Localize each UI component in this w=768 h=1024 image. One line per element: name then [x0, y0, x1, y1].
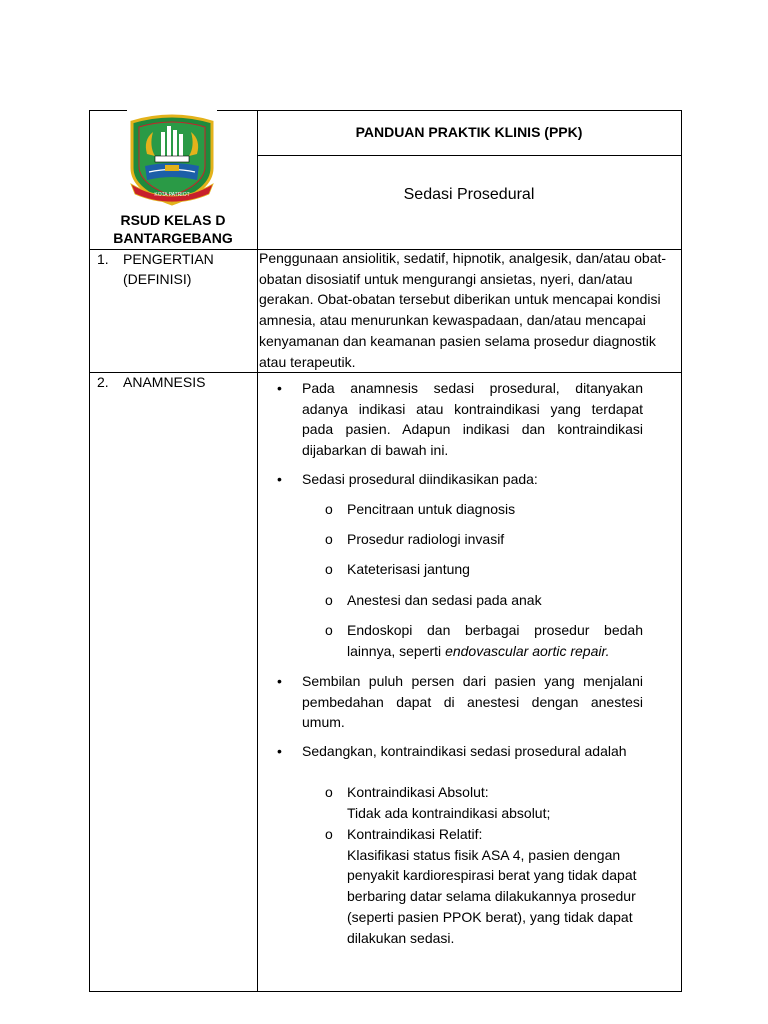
bullet-glyph: •: [277, 471, 282, 487]
column-divider: [257, 110, 258, 991]
row-divider: [258, 155, 681, 156]
sub-bullet-glyph: o: [325, 826, 333, 842]
city-emblem-logo: [125, 110, 219, 210]
section-title: ANAMNESIS: [123, 374, 206, 390]
definition-text: Penggunaan ansiolitik, sedatif, hipnotik, analgesik, dan/atau obat-obatan disosiatif untuk mengurangi ansietas, nyeri, dan/atau gerakan. Obat-obatan tersebut diberikan untuk mencapai kondisi amnesia, atau menurunkan kewaspadaan, dan/atau mencapai kenyamanan dan keamanan pasien selama prosedur diagnostik atau terapeutik.: [259, 250, 667, 370]
ppk-document: [89, 110, 682, 992]
indication-text: Anestesi dan sedasi pada anak: [347, 592, 542, 608]
sub-bullet-glyph: o: [325, 592, 333, 608]
sub-bullet-glyph: o: [325, 561, 333, 577]
indication-text: Pencitraan untuk diagnosis: [347, 501, 516, 517]
bullet-glyph: •: [277, 673, 282, 689]
document-topic: Sedasi Prosedural: [403, 186, 535, 203]
contraindication-title: Kontraindikasi Relatif:: [347, 826, 483, 842]
indication-text: Prosedur radiologi invasif: [347, 531, 505, 547]
bullet-glyph: •: [277, 380, 282, 396]
contraindication-content: [347, 824, 643, 948]
indication-text: [347, 620, 643, 661]
section-number: 2.: [97, 374, 109, 390]
contraindication-title: Kontraindikasi Absolut:: [347, 784, 489, 800]
hospital-name-line1: RSUD KELAS D: [120, 212, 226, 228]
contraindication-text: Tidak ada kontraindikasi absolut;: [347, 804, 551, 821]
bullet-glyph: •: [277, 743, 282, 759]
contraindication-text: Klasifikasi status fisik ASA 4, pasien dengan penyakit kardiorespirasi berat yang tidak dapat berbaring datar selama dilakukannya prosedur (seperti pasien PPOK berat), yang tidak dapat dilakukan sedasi.: [347, 846, 637, 946]
bullet-text: Sedasi prosedural diindikasikan pada:: [302, 471, 538, 487]
section-number: 1.: [97, 251, 109, 267]
section-title: PENGERTIAN (DEFINISI): [123, 251, 214, 287]
bullet-text: Pada anamnesis sedasi prosedural, ditanyakan adanya indikasi atau kontraindikasi yang terdapat pada pasien. Adapun indikasi dan kontraindikasi dijabarkan di bawah ini.: [302, 380, 643, 459]
bullet-text: Sedangkan, kontraindikasi sedasi prosedural adalah: [302, 743, 627, 759]
sub-bullet-glyph: o: [325, 784, 333, 800]
indication-text-italic: endovascular aortic repair.: [445, 642, 610, 659]
indication-text-regular: Endoskopi dan berbagai prosedur bedah lainnya, seperti: [347, 622, 643, 659]
hospital-name-line2: BANTARGEBANG: [113, 230, 233, 246]
logo-caption: KOTA PATRIOT: [154, 192, 190, 198]
logo-cell: [89, 110, 257, 249]
sub-bullet-glyph: o: [325, 501, 333, 517]
hospital-name: [89, 211, 257, 247]
sub-bullet-glyph: o: [325, 622, 333, 638]
bullet-text: Sembilan puluh persen dari pasien yang menjalani pembedahan dapat di anestesi dengan anestesi umum.: [302, 673, 643, 731]
document-title: PANDUAN PRAKTIK KLINIS (PPK): [355, 124, 583, 140]
sub-bullet-glyph: o: [325, 531, 333, 547]
indication-text: Kateterisasi jantung: [347, 561, 470, 577]
contraindication-content: [347, 782, 643, 823]
